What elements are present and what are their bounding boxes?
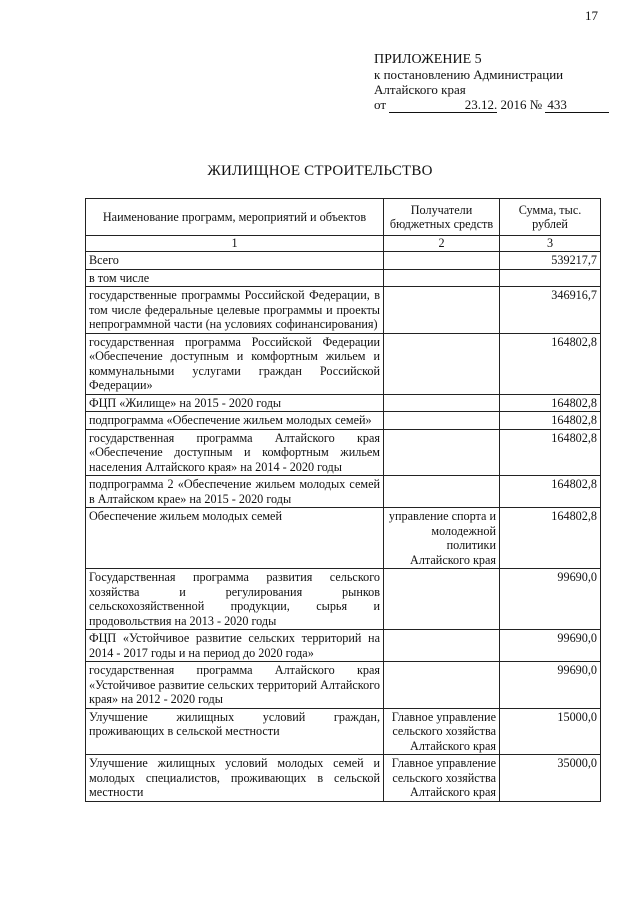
table-row bbox=[86, 755, 601, 802]
row-name-cell: ФЦП «Устойчивое развитие сельских территорий на 2014 - 2017 годы и на период до 2020 года» bbox=[86, 630, 384, 662]
row-recipient-cell: Главное управление сельского хозяйства Алтайского края bbox=[384, 755, 500, 802]
table-row bbox=[86, 252, 601, 270]
row-amount-cell: 164802,8 bbox=[500, 333, 601, 394]
table-row bbox=[86, 476, 601, 508]
row-recipient-cell bbox=[384, 269, 500, 287]
row-name-cell: ФЦП «Жилище» на 2015 - 2020 годы bbox=[86, 394, 384, 412]
appendix-block bbox=[374, 52, 614, 113]
row-recipient-cell bbox=[384, 394, 500, 412]
table-row bbox=[86, 269, 601, 287]
header-amount: Сумма, тыс. рублей bbox=[500, 199, 601, 236]
row-amount-cell: 15000,0 bbox=[500, 708, 601, 755]
row-recipient-cell: Главное управление сельского хозяйства Алтайского края bbox=[384, 708, 500, 755]
row-name-cell: подпрограмма 2 «Обеспечение жильем молодых семей в Алтайском крае» на 2015 - 2020 годы bbox=[86, 476, 384, 508]
appendix-line-1: к постановлению Администрации bbox=[374, 67, 564, 82]
row-recipient-cell bbox=[384, 569, 500, 630]
table-row bbox=[86, 630, 601, 662]
row-name-cell: Государственная программа развития сельского хозяйства и регулирования рынков сельскохозяйственной продукции, сырья и продовольствия на 2013 - 2020 годы bbox=[86, 569, 384, 630]
table-row bbox=[86, 287, 601, 334]
row-recipient-cell: управление спорта и молодежной политики Алтайского края bbox=[384, 508, 500, 569]
row-name-cell: в том числе bbox=[86, 269, 384, 287]
table-header-row bbox=[86, 199, 601, 236]
page-number: 17 bbox=[585, 8, 598, 23]
table-row bbox=[86, 508, 601, 569]
appendix-line-2: Алтайского края bbox=[374, 82, 466, 97]
table-row bbox=[86, 662, 601, 709]
row-recipient-cell bbox=[384, 429, 500, 476]
row-amount-cell: 164802,8 bbox=[500, 476, 601, 508]
appendix-date: 23.12. bbox=[389, 97, 497, 113]
row-name-cell: государственная программа Алтайского края «Устойчивое развитие сельских территорий Алтайского края» на 2012 - 2020 годы bbox=[86, 662, 384, 709]
row-recipient-cell bbox=[384, 287, 500, 334]
header-recipient: Получатели бюджетных средств bbox=[384, 199, 500, 236]
appendix-from: от bbox=[374, 97, 387, 112]
row-amount-cell: 164802,8 bbox=[500, 429, 601, 476]
row-recipient-cell bbox=[384, 252, 500, 270]
appendix-heading: ПРИЛОЖЕНИЕ 5 bbox=[374, 52, 482, 67]
row-name-cell: подпрограмма «Обеспечение жильем молодых семей» bbox=[86, 412, 384, 430]
document-title: ЖИЛИЩНОЕ СТРОИТЕЛЬСТВО bbox=[207, 163, 433, 179]
row-amount-cell: 346916,7 bbox=[500, 287, 601, 334]
row-amount-cell: 164802,8 bbox=[500, 394, 601, 412]
row-name-cell: государственные программы Российской Федерации, в том числе федеральные целевые программы и проекты непрограммной части (на условиях софинансирования) bbox=[86, 287, 384, 334]
row-name-cell: государственная программа Российской Федерации «Обеспечение доступным и комфортным жильем и коммунальными услугами граждан Российской Федерации» bbox=[86, 333, 384, 394]
table-row bbox=[86, 333, 601, 394]
row-amount-cell: 99690,0 bbox=[500, 630, 601, 662]
table-row bbox=[86, 394, 601, 412]
row-recipient-cell bbox=[384, 412, 500, 430]
table-row bbox=[86, 429, 601, 476]
row-name-cell: Всего bbox=[86, 252, 384, 270]
row-amount-cell: 164802,8 bbox=[500, 412, 601, 430]
row-name-cell: Улучшение жилищных условий молодых семей и молодых специалистов, проживающих в сельской местности bbox=[86, 755, 384, 802]
row-amount-cell: 164802,8 bbox=[500, 508, 601, 569]
row-amount-cell: 539217,7 bbox=[500, 252, 601, 270]
column-number-2: 2 bbox=[384, 236, 500, 252]
row-amount-cell: 99690,0 bbox=[500, 569, 601, 630]
row-amount-cell: 35000,0 bbox=[500, 755, 601, 802]
row-amount-cell bbox=[500, 269, 601, 287]
housing-table bbox=[85, 198, 601, 802]
table-number-row bbox=[86, 236, 601, 252]
row-recipient-cell bbox=[384, 476, 500, 508]
row-amount-cell: 99690,0 bbox=[500, 662, 601, 709]
table-row bbox=[86, 412, 601, 430]
row-name-cell: Обеспечение жильем молодых семей bbox=[86, 508, 384, 569]
row-recipient-cell bbox=[384, 630, 500, 662]
header-name: Наименование программ, мероприятий и объектов bbox=[86, 199, 384, 236]
appendix-year: 2016 № bbox=[500, 97, 543, 112]
table-row bbox=[86, 569, 601, 630]
row-name-cell: Улучшение жилищных условий граждан, проживающих в сельской местности bbox=[86, 708, 384, 755]
column-number-3: 3 bbox=[500, 236, 601, 252]
row-recipient-cell bbox=[384, 333, 500, 394]
row-recipient-cell bbox=[384, 662, 500, 709]
row-name-cell: государственная программа Алтайского края «Обеспечение доступным и комфортным жильем населения Алтайского края» на 2014 - 2020 годы bbox=[86, 429, 384, 476]
appendix-date-line bbox=[374, 97, 614, 113]
table-row bbox=[86, 708, 601, 755]
column-number-1: 1 bbox=[86, 236, 384, 252]
appendix-number: 433 bbox=[545, 97, 609, 113]
